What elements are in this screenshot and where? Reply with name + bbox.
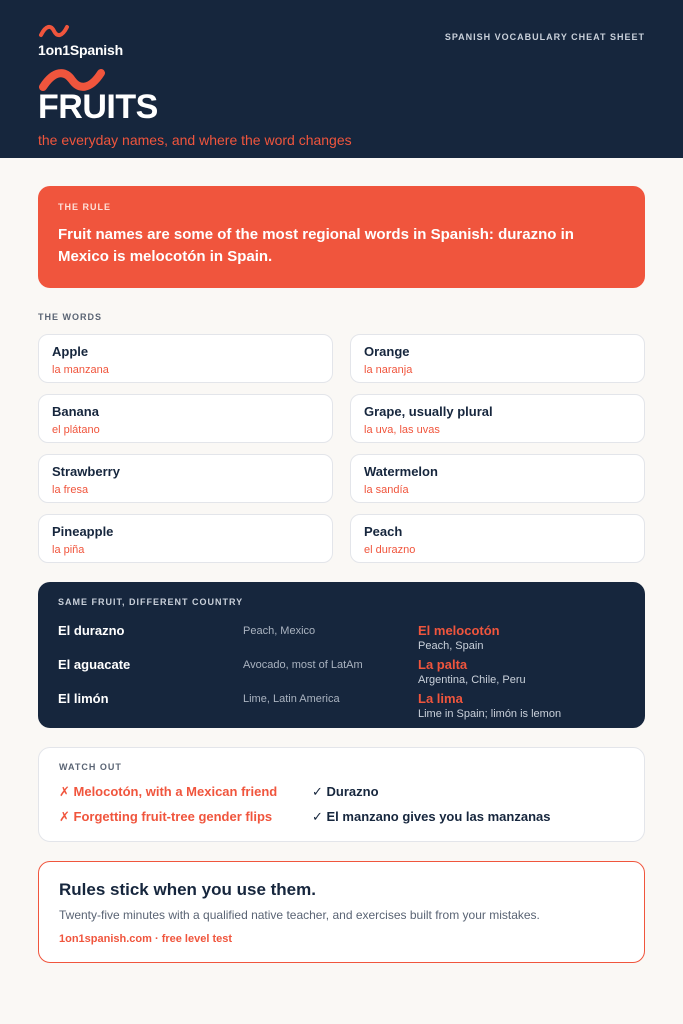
word-spanish: la fresa [52, 484, 89, 496]
country-meaning: Peach, Mexico [243, 625, 316, 637]
country-note: Peach, Spain [418, 640, 484, 652]
word-card [38, 394, 333, 443]
words-label: THE WORDS [38, 312, 102, 322]
cta-link[interactable]: 1on1spanish.com · free level test [59, 933, 233, 945]
country-word: El limón [58, 691, 109, 706]
word-spanish: la sandía [364, 484, 409, 496]
country-alt: La palta [418, 657, 468, 672]
word-spanish: el plátano [52, 424, 100, 436]
word-english: Apple [52, 344, 89, 359]
page-subtitle: the everyday names, and where the word changes [38, 132, 352, 148]
word-english: Strawberry [52, 464, 120, 479]
word-english: Pineapple [52, 524, 114, 539]
country-word: El aguacate [58, 657, 131, 672]
word-card [350, 454, 645, 503]
sheet-tag: SPANISH VOCABULARY CHEAT SHEET [444, 32, 645, 42]
country-alt: El melocotón [418, 623, 500, 638]
rule-text: Fruit names are some of the most regional words in Spanish: durazno in Mexico is melocotón in Spain. [58, 226, 574, 265]
cta-box [38, 861, 645, 963]
brand-logo[interactable]: 1on1Spanish [38, 42, 123, 58]
word-card [38, 454, 333, 503]
watch-label: WATCH OUT [59, 762, 122, 772]
word-spanish: la uva, las uvas [364, 424, 440, 436]
country-alt: La lima [418, 691, 463, 706]
word-card [350, 394, 645, 443]
country-box [38, 582, 645, 728]
watch-mistake: ✗ Melocotón, with a Mexican friend [59, 784, 278, 799]
word-card [350, 514, 645, 563]
country-note: Lime in Spain; limón is lemon [418, 708, 562, 720]
country-note: Argentina, Chile, Peru [418, 674, 526, 686]
word-english: Orange [364, 344, 410, 359]
country-meaning: Avocado, most of LatAm [243, 659, 363, 671]
word-english: Grape, usually plural [364, 404, 493, 419]
header [0, 0, 683, 158]
watch-box [38, 747, 645, 842]
word-spanish: la piña [52, 544, 85, 556]
watch-correction: ✓ El manzano gives you las manzanas [312, 809, 551, 824]
word-english: Peach [364, 524, 403, 539]
word-english: Watermelon [364, 464, 438, 479]
word-spanish: el durazno [364, 544, 416, 556]
rule-label: THE RULE [58, 202, 111, 212]
rule-box [38, 186, 645, 288]
wave-icon [38, 24, 70, 38]
page-title: FRUITS [38, 88, 158, 126]
cta-title: Rules stick when you use them. [59, 880, 316, 899]
country-label: SAME FRUIT, DIFFERENT COUNTRY [58, 597, 244, 607]
word-card [38, 334, 333, 383]
watch-row [59, 784, 629, 802]
word-spanish: la manzana [52, 364, 109, 376]
word-card [350, 334, 645, 383]
word-english: Banana [52, 404, 99, 419]
watch-mistake: ✗ Forgetting fruit-tree gender flips [59, 809, 273, 824]
cta-subtitle: Twenty-five minutes with a qualified native teacher, and exercises built from your mistakes. [59, 908, 540, 922]
country-meaning: Lime, Latin America [243, 693, 340, 705]
country-word: El durazno [58, 623, 125, 638]
word-spanish: la naranja [364, 364, 413, 376]
word-card [38, 514, 333, 563]
watch-correction: ✓ Durazno [312, 784, 379, 799]
watch-row [59, 809, 629, 827]
